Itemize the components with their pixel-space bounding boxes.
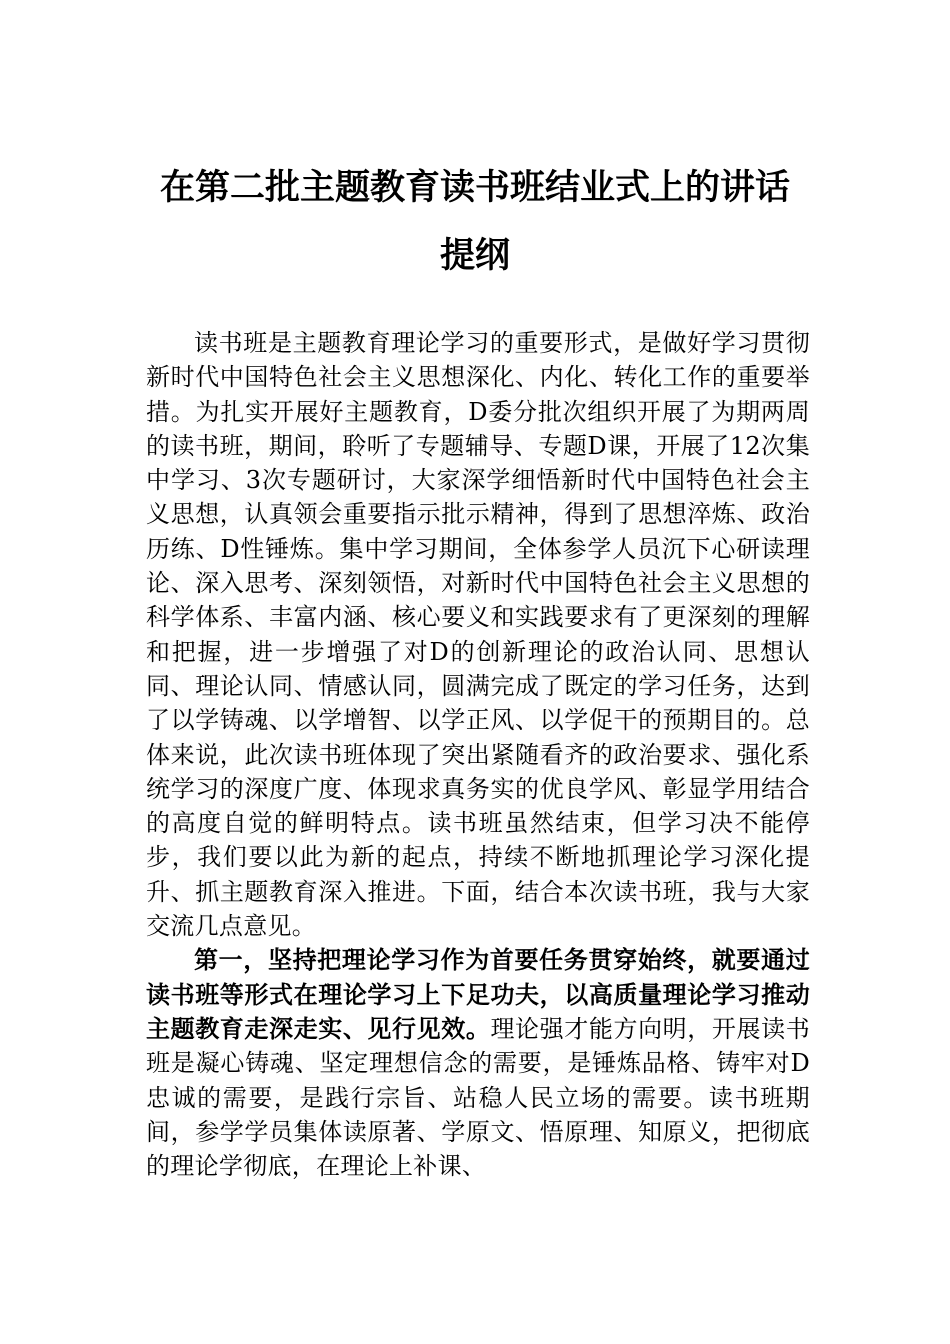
document-title-line-2: 提纲 xyxy=(439,235,510,276)
document-body xyxy=(146,326,810,1183)
paragraph-first-point-heading: 第一，坚持把理论学习作为首要任务贯穿始终，就要通过读书班等形式在理论学习上下足功夫，以高质量理论学习推动主题教育走深走实、见行见效。 xyxy=(146,945,810,1043)
paragraph-first-point xyxy=(146,943,810,1183)
paragraph-first-point-body: 理论强才能方向明，开展读书班是凝心铸魂、坚定理想信念的需要，是锤炼品格、铸牢对D忠诚的需要，是践行宗旨、站稳人民立场的需要。读书班期间，参学学员集体读原著、学原文、悟原理、知原义，把彻底的理论学彻底，在理论上补课、 xyxy=(146,1014,810,1181)
paragraph-intro: 读书班是主题教育理论学习的重要形式，是做好学习贯彻新时代中国特色社会主义思想深化、内化、转化工作的重要举措。为扎实开展好主题教育，D委分批次组织开展了为期两周的读书班，期间，聆听了专题辅导、专题D课，开展了12次集中学习、3次专题研讨，大家深学细悟新时代中国特色社会主义思想，认真领会重要指示批示精神，得到了思想淬炼、政治历练、D性锤炼。集中学习期间，全体参学人员沉下心研读理论、深入思考、深刻领悟，对新时代中国特色社会主义思想的科学体系、丰富内涵、核心要义和实践要求有了更深刻的理解和把握，进一步增强了对D的创新理论的政治认同、思想认同、理论认同、情感认同，圆满完成了既定的学习任务，达到了以学铸魂、以学增智、以学正风、以学促干的预期目的。总体来说，此次读书班体现了突出紧随看齐的政治要求、强化系统学习的深度广度、体现求真务实的优良学风、彰显学用结合的高度自觉的鲜明特点。读书班虽然结束，但学习决不能停步，我们要以此为新的起点，持续不断地抓理论学习深化提升、抓主题教育深入推进。下面，结合本次读书班，我与大家交流几点意见。 xyxy=(146,329,810,941)
document-title-line-1: 在第二批主题教育读书班结业式上的讲话 xyxy=(159,167,790,208)
